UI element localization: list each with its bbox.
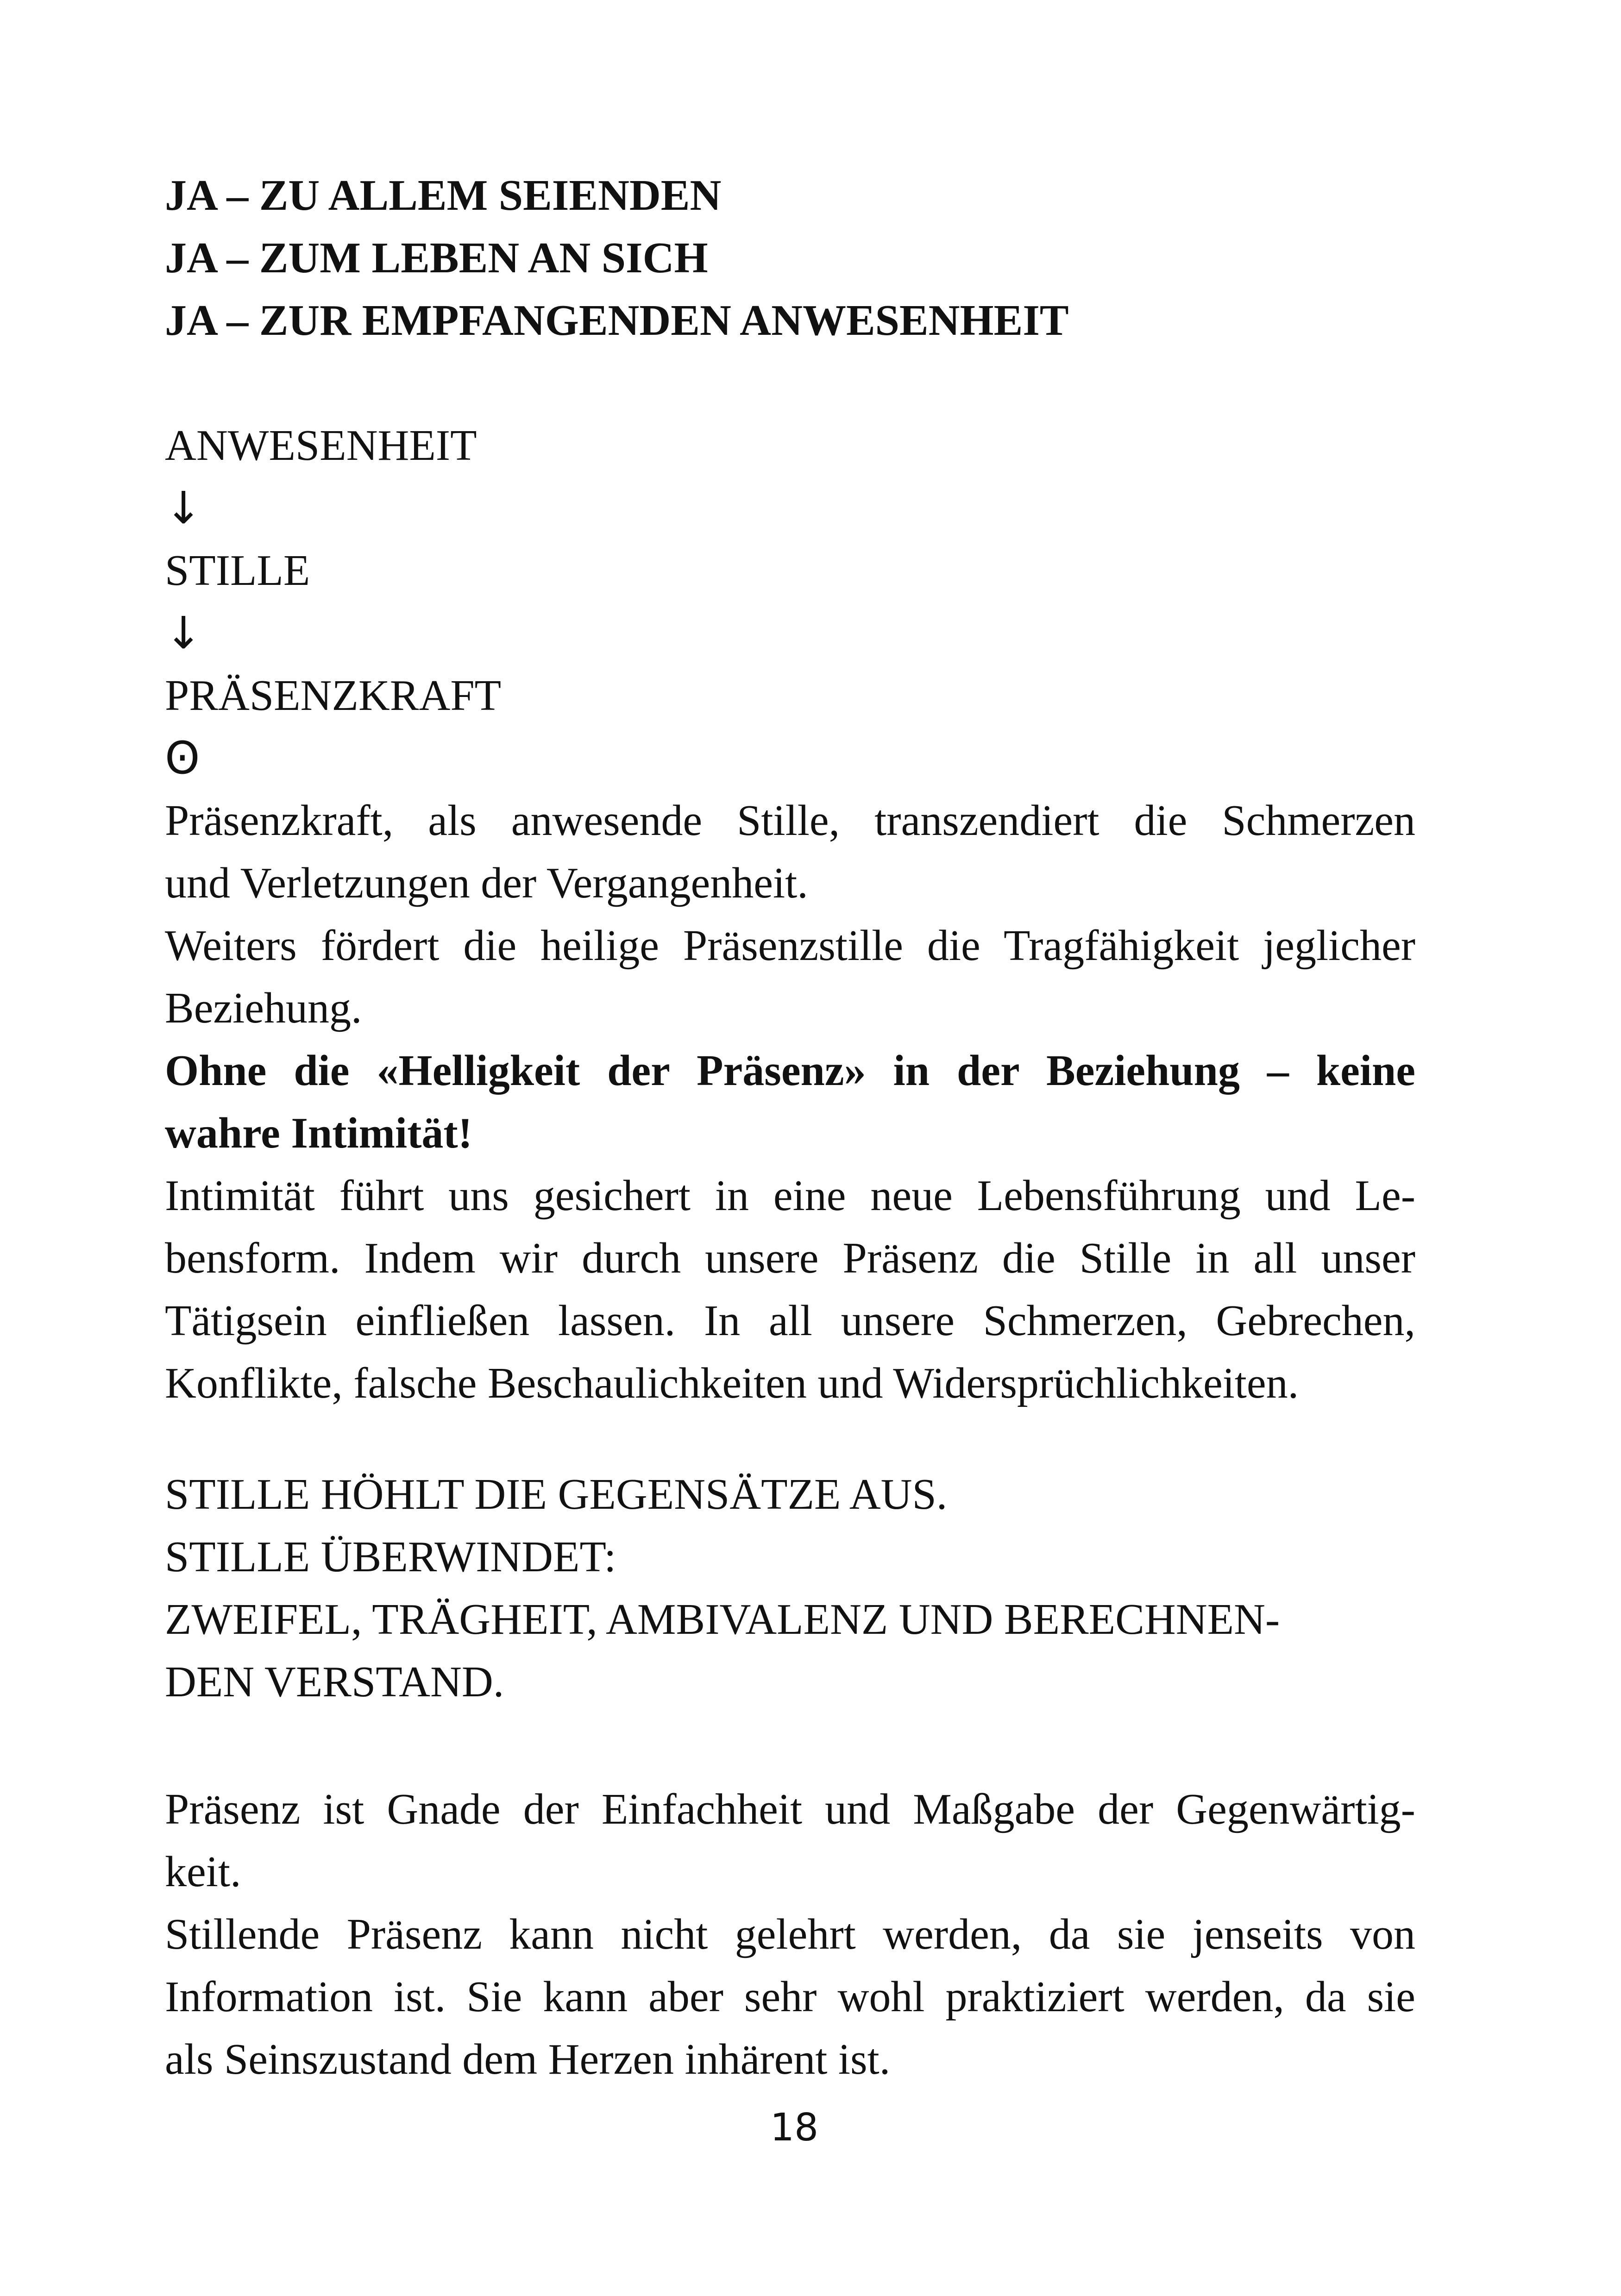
- paragraph-line: Stillende Präsenz kann nicht gelehrt werden, da sie jenseits von: [165, 1910, 1415, 1958]
- paragraph-line: Tätigsein einfließen lassen. In all unsere Schmerzen, Gebrechen,: [165, 1297, 1415, 1345]
- sequence-block: [165, 414, 1415, 790]
- page-number: 18: [770, 2106, 819, 2150]
- caps-line: STILLE HÖHLT DIE GEGENSÄTZE AUS.: [165, 1470, 948, 1518]
- paragraph-line: Weiters fördert die heilige Präsenzstille die Tragfähigkeit jeglicher: [165, 922, 1415, 970]
- caps-line: ZWEIFEL, TRÄGHEIT, AMBIVALENZ UND BERECHNEN-: [165, 1595, 1280, 1644]
- circle-symbol-icon: Ꙩ: [165, 732, 200, 784]
- paragraph-line: als Seinszustand dem Herzen inhärent ist.: [165, 2035, 891, 2083]
- body-text: [165, 790, 1415, 1415]
- emphasis-line: Ohne die «Helligkeit der Präsenz» in der Beziehung – keine: [165, 1047, 1415, 1095]
- down-arrow-icon: ↓: [165, 482, 202, 534]
- paragraph-line: keit.: [165, 1848, 241, 1896]
- paragraph-line: Intimität führt uns gesichert in eine neue Lebensführung und Le-: [165, 1172, 1415, 1220]
- heading-line: JA – ZU ALLEM SEIENDEN: [165, 171, 722, 220]
- paragraph-line: Konflikte, falsche Beschaulichkeiten und Widersprüchlichkeiten.: [165, 1359, 1299, 1407]
- paragraph-line: Beziehung.: [165, 984, 362, 1032]
- paragraph-line: Präsenz ist Gnade der Einfachheit und Maßgabe der Gegenwärtig-: [165, 1785, 1415, 1833]
- paragraph-line: und Verletzungen der Vergangenheit.: [165, 859, 808, 907]
- closing-text: [165, 1778, 1415, 2091]
- sequence-step-praesenzkraft: PRÄSENZKRAFT: [165, 671, 502, 720]
- paragraph-line: Information ist. Sie kann aber sehr wohl praktiziert werden, da sie: [165, 1973, 1415, 2021]
- down-arrow-icon: ↓: [165, 607, 202, 659]
- sequence-step-anwesenheit: ANWESENHEIT: [165, 421, 477, 470]
- emphasis-line: wahre Intimität!: [165, 1109, 473, 1157]
- caps-block: [165, 1463, 1415, 1713]
- heading-line: JA – ZUM LEBEN AN SICH: [165, 234, 708, 282]
- caps-line: DEN VERSTAND.: [165, 1658, 504, 1706]
- caps-line: STILLE ÜBERWINDET:: [165, 1533, 616, 1581]
- paragraph-line: bensform. Indem wir durch unsere Präsenz die Stille in all unser: [165, 1234, 1415, 1282]
- sequence-step-stille: STILLE: [165, 546, 310, 595]
- heading-line: JA – ZUR EMPFANGENDEN ANWESENHEIT: [165, 296, 1069, 345]
- heading-block: [165, 164, 1415, 352]
- paragraph-line: Präsenzkraft, als anwesende Stille, transzendiert die Schmerzen: [165, 797, 1415, 845]
